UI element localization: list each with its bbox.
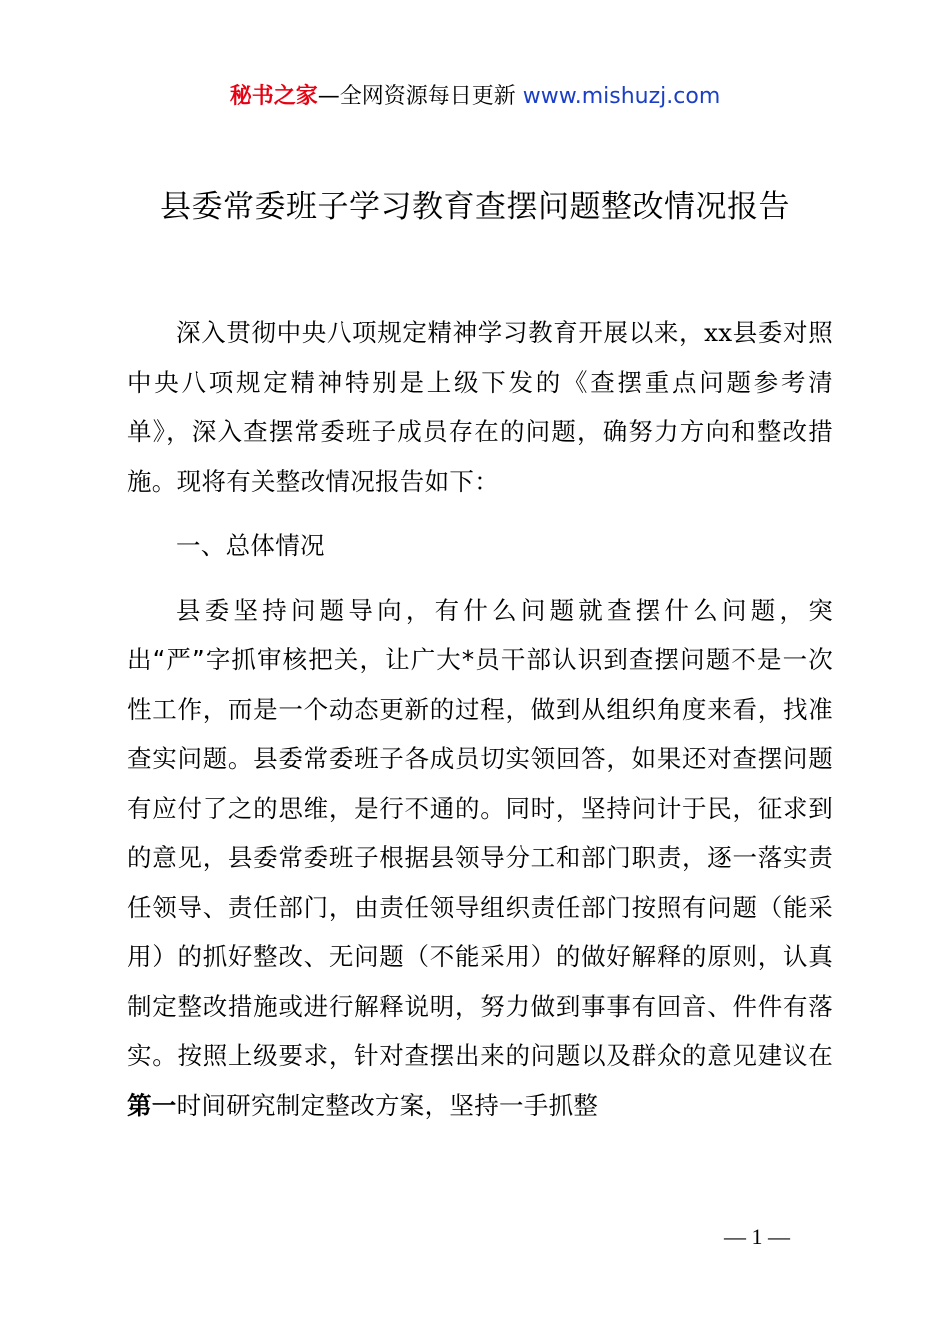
site-header	[0, 82, 950, 112]
document-title: 县委常委班子学习教育查摆问题整改情况报告	[160, 189, 790, 225]
site-url-link[interactable]: www.mishuzj.com	[522, 84, 721, 109]
overall-text-end: 时间研究制定整改方案，坚持一手抓整	[176, 1090, 599, 1120]
overall-bold-text: 第一	[127, 1090, 177, 1120]
intro-paragraph	[127, 308, 833, 506]
section-heading-overall: 一、总体情况	[176, 531, 325, 560]
header-slogan: —全网资源每日更新	[317, 84, 516, 109]
county-placeholder: xx	[704, 318, 733, 347]
intro-text-end: 县委对照中央八项规定精神特别是上级下发的《查摆重点问题参考清单》，深入查摆常委班子成员存在的问题，确努力方向和整改措施。现将有关整改情况报告如下：	[127, 318, 833, 496]
overall-text-start: 县委坚持问题导向，有什么问题就查摆什么问题，突出“严”字抓审核把关，让广大*员干部认识到查摆问题不是一次性工作，而是一个动态更新的过程，做到从组织角度来看，找准查实问题。县委常委班子各成员切实领回答，如果还对查摆问题有应付了之的思维，是行不通的。同时，坚持问计于民，征求到的意见，县委常委班子根据县领导分工和部门职责，逐一落实责任领导、责任部门，由责任领导组织责任部门按照有问题（能采用）的抓好整改、无问题（不能采用）的做好解释的原则，认真制定整改措施或进行解释说明，努力做到事事有回音、件件有落实。按照上级要求，针对查摆出来的问题以及群众的意见建议在	[127, 595, 833, 1070]
document-body	[127, 308, 833, 1130]
brand-name: 秘书之家	[229, 84, 318, 109]
overall-paragraph	[127, 586, 833, 1131]
page-number: — 1 —	[724, 1224, 790, 1249]
intro-text-start: 深入贯彻中央八项规定精神学习教育开展以来，	[176, 318, 705, 347]
